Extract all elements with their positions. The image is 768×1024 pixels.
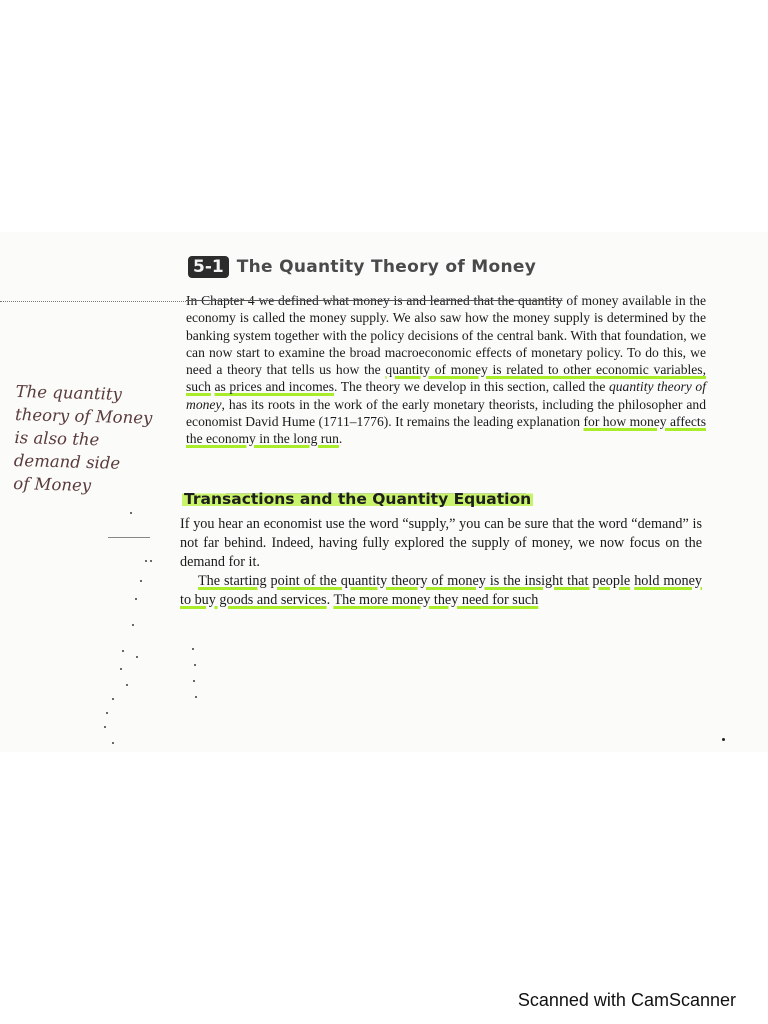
handwritten-margin-note: [13, 380, 186, 499]
highlighted-text: hold money to buy goods and services: [180, 573, 702, 608]
scan-speck: [112, 742, 114, 744]
scan-speck: [132, 624, 134, 626]
text-run: “demand” is not far behind. Indeed, having fully explored the supply of money,: [180, 516, 702, 551]
margin-note-line: of Money: [13, 473, 92, 495]
scan-speck: [106, 712, 108, 714]
margin-note-line: The quantity: [15, 381, 123, 404]
highlighted-text: as prices and incomes: [214, 379, 334, 395]
scan-speck: [122, 650, 124, 652]
scan-speck: [722, 738, 725, 741]
scan-speck: [112, 698, 114, 700]
scan-speck: [104, 726, 106, 728]
text-run: tells us how the: [291, 362, 386, 378]
highlighted-text: for how money affects the economy in the long run: [186, 414, 706, 447]
scan-speck: [195, 696, 197, 698]
scan-speck: [192, 648, 194, 650]
section-title: The Quantity Theory of Money: [236, 257, 537, 277]
scan-speck: [145, 560, 147, 562]
scan-speck: [135, 598, 137, 600]
text-run: If you hear an economist use the word “supply,” you can be sure that the word: [180, 516, 628, 532]
text-run: explanation: [516, 414, 584, 430]
scan-speck: [150, 560, 152, 562]
camscanner-watermark: Scanned with CamScanner: [517, 990, 736, 1010]
scan-speck: [136, 656, 138, 658]
intro-paragraph: [186, 292, 706, 448]
highlighted-text: The starting point of the quantity theory of money is the insight that people: [198, 573, 631, 589]
highlighted-text: quantity of money is related to other economic variables, such: [186, 362, 706, 395]
highlighted-text: The more money they need for such: [333, 592, 539, 608]
italic-term: quantity: [608, 379, 654, 395]
text-run: we now focus on the demand for it.: [180, 535, 702, 570]
scan-speck: [194, 664, 196, 666]
text-run: macroeconomic effects of monetary policy. To do this, we need a theory that: [186, 344, 706, 378]
text-run: . The theory we develop in this section, called the: [334, 379, 609, 395]
text-run: available in the economy is called the money supply. We also saw how the money: [186, 293, 706, 326]
struck-text: In Chapter 4 we defined what money is and learned that the quantity: [186, 293, 563, 308]
scan-speck: [140, 580, 142, 582]
italic-term: theory of money: [186, 379, 706, 412]
text-run: supply is determined by the banking system together with the policy decisions of: [186, 310, 707, 343]
margin-note-line: demand side: [13, 450, 121, 473]
text-run: , has its roots in the work of the early monetary theorists, including: [221, 396, 594, 412]
demand-paragraph: [180, 515, 702, 610]
margin-dash: [108, 537, 150, 538]
section-number-badge: 5-1: [188, 256, 229, 278]
subheading: Transactions and the Quantity Equation: [184, 490, 532, 508]
text-run: .: [338, 431, 343, 447]
scan-speck: [120, 668, 122, 670]
margin-note-line: is also the: [14, 427, 100, 450]
section-heading: [188, 254, 536, 280]
scan-speck: [130, 512, 132, 514]
scan-speck: [193, 680, 195, 682]
scan-speck: [126, 684, 128, 686]
text-run: the central bank. With that foundation, we can now start to examine the broad: [186, 327, 706, 360]
text-run: of money: [562, 293, 619, 308]
text-run: .: [326, 592, 334, 608]
dotted-rule: [0, 301, 186, 302]
text-run: the philosopher and economist David Hume (1711–1776). It remains the leading: [186, 396, 706, 430]
margin-note-line: theory of Money: [14, 404, 153, 428]
